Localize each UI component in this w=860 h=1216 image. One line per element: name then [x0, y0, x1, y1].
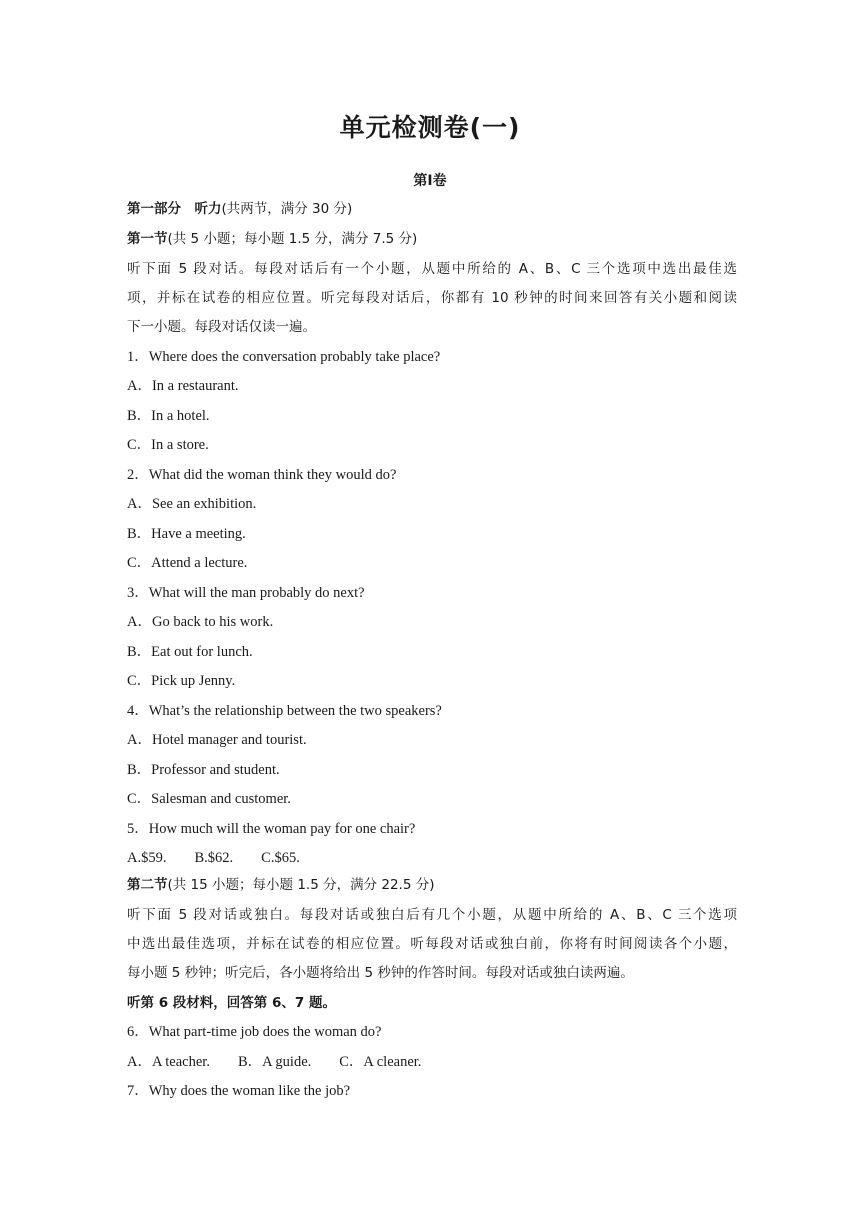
section1-instruction-line: 听下面 5 段对话。每段对话后有一个小题，从题中所给的 A、B、C 三个选项中选出最佳选 [127, 261, 737, 277]
question-5-options [127, 849, 737, 867]
question-3-option-b: B．Eat out for lunch. [127, 644, 253, 660]
section2-instruction-line: 每小题 5 秒钟；听完后，各小题将给出 5 秒钟的作答时间。每段对话或独白读两遍。 [127, 965, 634, 981]
question-6-option-a: A．A teacher. [127, 1054, 210, 1070]
section1-heading [127, 230, 737, 248]
question-3-option-a: A．Go back to his work. [127, 614, 274, 630]
question-1-stem: 1．Where does the conversation probably take place? [127, 349, 441, 365]
question-2-option-a: A．See an exhibition. [127, 496, 257, 512]
question-3-option-c: C．Pick up Jenny. [127, 673, 236, 689]
question-3-stem: 3．What will the man probably do next? [127, 585, 365, 601]
question-4-option-a: A．Hotel manager and tourist. [127, 732, 307, 748]
section2-heading [127, 876, 737, 894]
question-5-option-c: C.$65. [261, 850, 300, 866]
question-7-stem: 7．Why does the woman like the job? [127, 1083, 351, 1099]
page-title: 单元检测卷(一) [339, 113, 521, 142]
question-5-stem: 5．How much will the woman pay for one chair? [127, 821, 416, 837]
question-4-stem: 4．What’s the relationship between the two speakers? [127, 703, 442, 719]
section2-instruction-line: 听下面 5 段对话或独白。每段对话或独白后有几个小题，从题中所给的 A、B、C 三个选项 [127, 907, 737, 923]
part1-title: 第一部分 听力 [127, 201, 222, 217]
section1-instruction-line: 下一小题。每段对话仅读一遍。 [127, 319, 316, 335]
part1-heading [127, 200, 737, 218]
question-1-option-a: A．In a restaurant. [127, 378, 239, 394]
question-4-option-b: B．Professor and student. [127, 762, 280, 778]
section1-note: (共 5 小题；每小题 1.5 分，满分 7.5 分) [167, 231, 418, 247]
question-2-option-b: B．Have a meeting. [127, 526, 246, 542]
question-1-option-b: B．In a hotel. [127, 408, 210, 424]
question-6-stem: 6．What part-time job does the woman do? [127, 1024, 382, 1040]
section2-instruction-line: 中选出最佳选项，并标在试卷的相应位置。听每段对话或独白前，你将有时间阅读各个小题， [127, 936, 737, 952]
question-2-option-c: C．Attend a lecture. [127, 555, 248, 571]
question-4-option-c: C．Salesman and customer. [127, 791, 291, 807]
question-2-stem: 2．What did the woman think they would do? [127, 467, 397, 483]
question-5-option-a: A.$59. [127, 850, 167, 866]
volume-label: 第Ⅰ卷 [413, 173, 447, 189]
question-6-option-c: C．A cleaner. [339, 1054, 422, 1070]
question-5-option-b: B.$62. [194, 850, 234, 866]
question-6-option-b: B．A guide. [237, 1054, 312, 1070]
section1-title: 第一节 [127, 231, 168, 247]
section2-note: (共 15 小题；每小题 1.5 分，满分 22.5 分) [167, 877, 435, 893]
question-6-options [127, 1053, 737, 1071]
part1-note: (共两节，满分 30 分) [221, 201, 353, 217]
question-1-option-c: C．In a store. [127, 437, 209, 453]
section2-title: 第二节 [127, 877, 168, 893]
material-6-heading: 听第 6 段材料，回答第 6、7 题。 [127, 995, 336, 1011]
section1-instruction-line: 项，并标在试卷的相应位置。听完每段对话后，你都有 10 秒钟的时间来回答有关小题和阅读 [127, 290, 737, 306]
